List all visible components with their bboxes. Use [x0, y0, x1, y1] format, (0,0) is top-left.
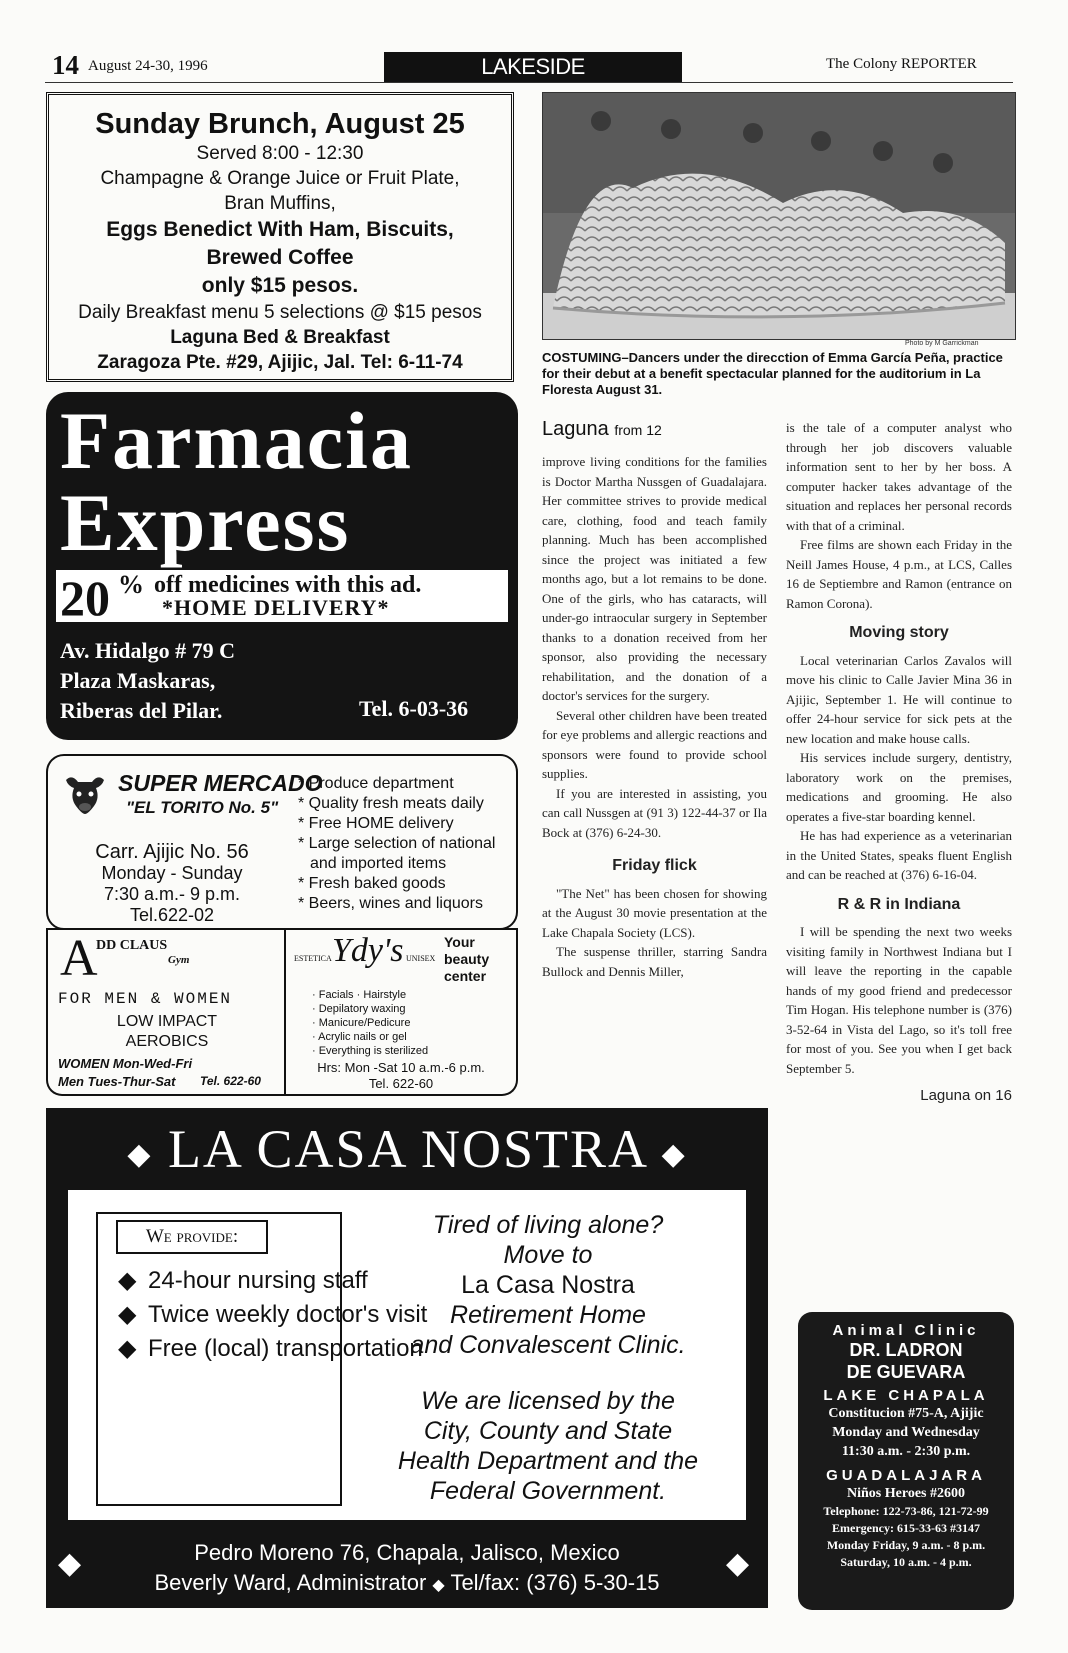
brunch-line3: Eggs Benedict With Ham, Biscuits,: [106, 218, 454, 241]
subhead-friday-flick: Friday flick: [612, 857, 697, 874]
clinic-hours2a: Monday Friday, 9 a.m. - 8 p.m.: [826, 1538, 986, 1552]
masthead: The Colony REPORTER: [826, 56, 977, 72]
diamond-icon: ◆: [118, 1335, 137, 1362]
farmacia-ad: [46, 392, 518, 740]
pitch-line: Move to: [503, 1241, 593, 1269]
offer-percent: 20: [60, 570, 110, 626]
offer-text: off medicines with this ad.: [154, 572, 422, 598]
pitch-line: Tired of living alone?: [432, 1211, 664, 1239]
section-banner: LAKESIDE: [384, 52, 682, 82]
casa-admin-line: [46, 1568, 768, 1601]
ydys-left-word: ESTETICA: [294, 954, 332, 963]
license-line: City, County and State: [423, 1417, 673, 1445]
article-paragraph: If you are interested in assisting, you can call Nussgen at (91 3) 122-44-37 or Ila Bock at (376) 6-24-30.: [542, 785, 767, 840]
mercado-ad: [46, 754, 518, 930]
farmacia-address-line3: Riberas del Pilar.: [60, 698, 223, 723]
ydys-tagline: [444, 934, 489, 985]
photo-caption: COSTUMING–Dancers under the direcction of Emma García Peña, practice for their debut at a benefit spectacular planned for the auditorium in La Floresta August 31.: [542, 350, 1003, 397]
ydys-hours-block: [286, 1060, 516, 1092]
ydys-right-word: UNISEX: [406, 954, 436, 963]
farmacia-tel: Tel. 6-03-36: [359, 696, 469, 721]
farmacia-title-line1: Farmacia: [60, 395, 413, 486]
casa-title-text: LA CASA NOSTRA: [167, 1119, 647, 1179]
brunch-address: Zaragoza Pte. #29, Ajijic, Jal. Tel: 6-11-74: [97, 352, 463, 373]
article-paragraph: Free films are shown each Friday in the Neill James House, 4 p.m., at LCS, Calles 16 de Septiembre and Ramon (entrance on Ramon Corona).: [786, 537, 1012, 611]
diamond-icon: ◆: [661, 1138, 687, 1172]
claus-classes: [48, 1012, 286, 1052]
claus-line2: AEROBICS: [125, 1033, 209, 1050]
claus-logo-text: DD CLAUS: [96, 938, 168, 953]
clinic-days1: Monday and Wednesday: [832, 1425, 980, 1440]
issue-date: August 24-30, 1996: [88, 58, 208, 74]
license-line: Federal Government.: [429, 1477, 667, 1505]
list-item: * Beers, wines and liquors: [298, 895, 483, 912]
casa-address: [46, 1538, 768, 1601]
claus-line1: LOW IMPACT: [116, 1013, 218, 1030]
provide-label: We provide:: [116, 1220, 268, 1254]
list-item: * Free HOME delivery: [298, 815, 454, 832]
claus-tel: Tel. 622-60: [200, 1074, 261, 1088]
ydys-tag-line3: center: [444, 968, 487, 984]
article-paragraph: Several other children have been treated for eye problems and allergic reactions and sponsors were found to provide school supplies.: [542, 707, 767, 781]
mercado-features: [298, 774, 495, 914]
article-paragraph: His services include surgery, dentistry, laboratory work on the premises, medications and grooming. He also operates a five-star boarding kennel.: [786, 750, 1012, 824]
diamond-icon: ◆: [432, 1577, 445, 1594]
farmacia-offer-box: [56, 570, 508, 626]
casa-title: [46, 1118, 768, 1180]
pitch-line: and Convalescent Clinic.: [410, 1331, 686, 1359]
offer-delivery: *HOME DELIVERY*: [162, 595, 390, 620]
claus-women: WOMEN Mon-Wed-Fri: [58, 1056, 193, 1071]
article-paragraph: I will be spending the next two weeks visiting family in Northwest Indiana but I will leave the reporting in the capable hands of my good friend and predecessor Tim Hogan. His telephone number is (376) 3-52-64 in Vista del Lago, so it's toll free for most of you. See you when I get back September 5.: [786, 924, 1012, 1076]
farmacia-address-line2: Plaza Maskaras,: [60, 668, 216, 693]
license-line: Health Department and the: [397, 1447, 699, 1475]
dancers-photo: [542, 92, 1016, 340]
pitch-line: La Casa Nostra: [461, 1271, 635, 1299]
list-item: · Everything is sterilized: [312, 1045, 429, 1057]
mercado-info: [56, 842, 288, 926]
article-paragraph: The suspense thriller, starring Sandra Bullock and Dennis Miller,: [542, 944, 767, 979]
article-head-word: Laguna: [542, 418, 609, 440]
subhead-moving-story: Moving story: [849, 624, 949, 641]
list-item: ◆ Twice weekly doctor's visit: [118, 1301, 428, 1328]
claus-logo-letter: A: [60, 930, 98, 987]
claus-tagline: FOR MEN & WOMEN: [58, 990, 233, 1008]
claus-logo-sub: Gym: [168, 954, 190, 966]
article-head-from: from 12: [614, 422, 662, 438]
mercado-address: Carr. Ajijic No. 56: [95, 841, 249, 863]
article-paragraph: improve living conditions for the families is Doctor Martha Nussgen of Guadalajara. Her committee strives to provide medical care, clothing, food and teach family planning. Much has been accomplished since the project was initiated a few months ago, but a lot remains to be done. One of the girls, who has cataracts, will under-go intraocular surgery in September thanks to a donation received from her sponsor, also providing the necessary rehabilitation, and the donation of a doctor's services for the surgery.: [542, 454, 767, 703]
farmacia-title-line2: Express: [60, 477, 351, 568]
list-item: · Facials · Hairstyle: [312, 989, 407, 1001]
clinic-doctor-line1: DR. LADRON: [849, 1340, 963, 1360]
brunch-business: Laguna Bed & Breakfast: [170, 327, 390, 348]
brunch-title: Sunday Brunch, August 25: [95, 108, 465, 140]
farmacia-address-line1: Av. Hidalgo # 79 C: [60, 638, 236, 663]
article-column-2: [786, 418, 1012, 1106]
brunch-ad: [46, 92, 514, 382]
farmacia-address: [60, 636, 235, 726]
pitch-line: Retirement Home: [450, 1301, 646, 1329]
brunch-daily: Daily Breakfast menu 5 selections @ $15 pesos: [78, 302, 482, 323]
ydys-hours: Hrs: Mon -Sat 10 a.m.-6 p.m.: [317, 1060, 485, 1075]
diamond-icon: ◆: [118, 1267, 137, 1294]
ydys-tag-line1: Your: [444, 934, 475, 950]
header-rule: [45, 82, 1013, 83]
casa-admin: Beverly Ward, Administrator: [154, 1570, 427, 1595]
casa-tel: Tel/fax: (376) 5-30-15: [450, 1570, 660, 1595]
clinic-hours2b: Saturday, 10 a.m. - 4 p.m.: [840, 1555, 972, 1569]
ydys-ad: [286, 930, 518, 1096]
brunch-price: only $15 pesos.: [201, 274, 359, 297]
clinic-region2: GUADALAJARA: [826, 1467, 986, 1484]
list-item: and imported items: [310, 855, 447, 872]
clinic-doctor-line2: DE GUEVARA: [846, 1362, 966, 1382]
diamond-icon: ◆: [726, 1547, 750, 1580]
list-item: * Quality fresh meats daily: [298, 795, 484, 812]
mercado-name: SUPER MERCADO: [118, 770, 323, 796]
list-item: · Manicure/Pedicure: [312, 1017, 411, 1029]
brunch-line4: Brewed Coffee: [206, 246, 354, 269]
ydys-tel: Tel. 622-60: [368, 1076, 434, 1091]
offer-percent-sign: %: [118, 570, 144, 599]
clinic-emergency: Emergency: 615-33-63 #3147: [832, 1521, 980, 1535]
clinic-hours1: 11:30 a.m. - 2:30 p.m.: [841, 1444, 971, 1459]
subhead-rr-indiana: R & R in Indiana: [837, 895, 961, 913]
article-paragraph: is the tale of a computer analyst who through her job discovers valuable information sent to her by her boss. A computer hacker takes advantage of the situation and replaces her personal records with that of a criminal.: [786, 420, 1012, 533]
license-line: We are licensed by the: [421, 1387, 675, 1415]
list-item: * Large selection of national: [298, 835, 496, 852]
ydys-services: [312, 988, 428, 1058]
animal-clinic-ad: [798, 1312, 1014, 1610]
diamond-icon: ◆: [58, 1547, 82, 1580]
clinic-label: Animal Clinic: [832, 1322, 980, 1339]
dancers-photo-image: [543, 93, 1015, 339]
clinic-telephone: Telephone: 122-73-86, 121-72-99: [823, 1504, 989, 1518]
casa-address-line: Pedro Moreno 76, Chapala, Jalisco, Mexico: [194, 1540, 620, 1565]
photo-credit: Photo by M Garrickman: [905, 340, 979, 347]
claus-men: Men Tues-Thur-Sat: [58, 1074, 176, 1089]
claus-gym-ad: [46, 930, 286, 1096]
casa-nostra-ad: [46, 1108, 768, 1608]
article-headline: [542, 418, 662, 441]
clinic-address2: Niños Heroes #2600: [847, 1486, 965, 1501]
list-item: · Acrylic nails or gel: [312, 1031, 407, 1043]
article-paragraph: Local veterinarian Carlos Zavalos will move his clinic to Calle Javier Mina 36 in Ajijic, September 1. He will continue to offer 24-hour service for sick pets at the new location and make house calls.: [786, 652, 1012, 746]
brunch-line2: Bran Muffins,: [224, 193, 336, 214]
article-column-1: [542, 452, 767, 981]
brunch-line1: Champagne & Orange Juice or Fruit Plate,: [100, 168, 460, 189]
list-item: ◆ Free (local) transportation: [118, 1335, 423, 1362]
article-paragraph: He has had experience as a veterinarian in the United States, speaks fluent English and can be reached at (376) 6-16-04.: [786, 828, 1012, 882]
mercado-subname: "EL TORITO No. 5": [126, 798, 279, 817]
diamond-icon: ◆: [118, 1301, 137, 1328]
list-item: · Depilatory waxing: [312, 1003, 406, 1015]
list-item: * Produce department: [298, 775, 454, 792]
clinic-region1: LAKE CHAPALA: [823, 1387, 989, 1404]
bull-icon: [62, 772, 108, 816]
page-number: 14: [52, 50, 79, 80]
brunch-served: Served 8:00 - 12:30: [196, 143, 364, 164]
mercado-days: Monday - Sunday: [101, 863, 243, 883]
clinic-address1: Constitucion #75-A, Ajijic: [828, 1406, 984, 1421]
diamond-icon: ◆: [127, 1138, 153, 1172]
ydys-tag-line2: beauty: [444, 951, 490, 967]
article-jump: Laguna on 16: [920, 1087, 1012, 1104]
mercado-hours: 7:30 a.m.- 9 p.m.: [103, 884, 241, 904]
article-paragraph: "The Net" has been chosen for showing at the August 30 movie presentation at the Lake Chapala Society (LCS).: [542, 885, 767, 940]
list-item: * Fresh baked goods: [298, 875, 446, 892]
casa-pitch: [368, 1210, 728, 1506]
list-item: ◆ 24-hour nursing staff: [118, 1267, 368, 1294]
casa-inner-panel: [68, 1190, 746, 1520]
ydys-logo: Ydy's: [332, 932, 404, 969]
mercado-tel: Tel.622-02: [129, 905, 215, 925]
